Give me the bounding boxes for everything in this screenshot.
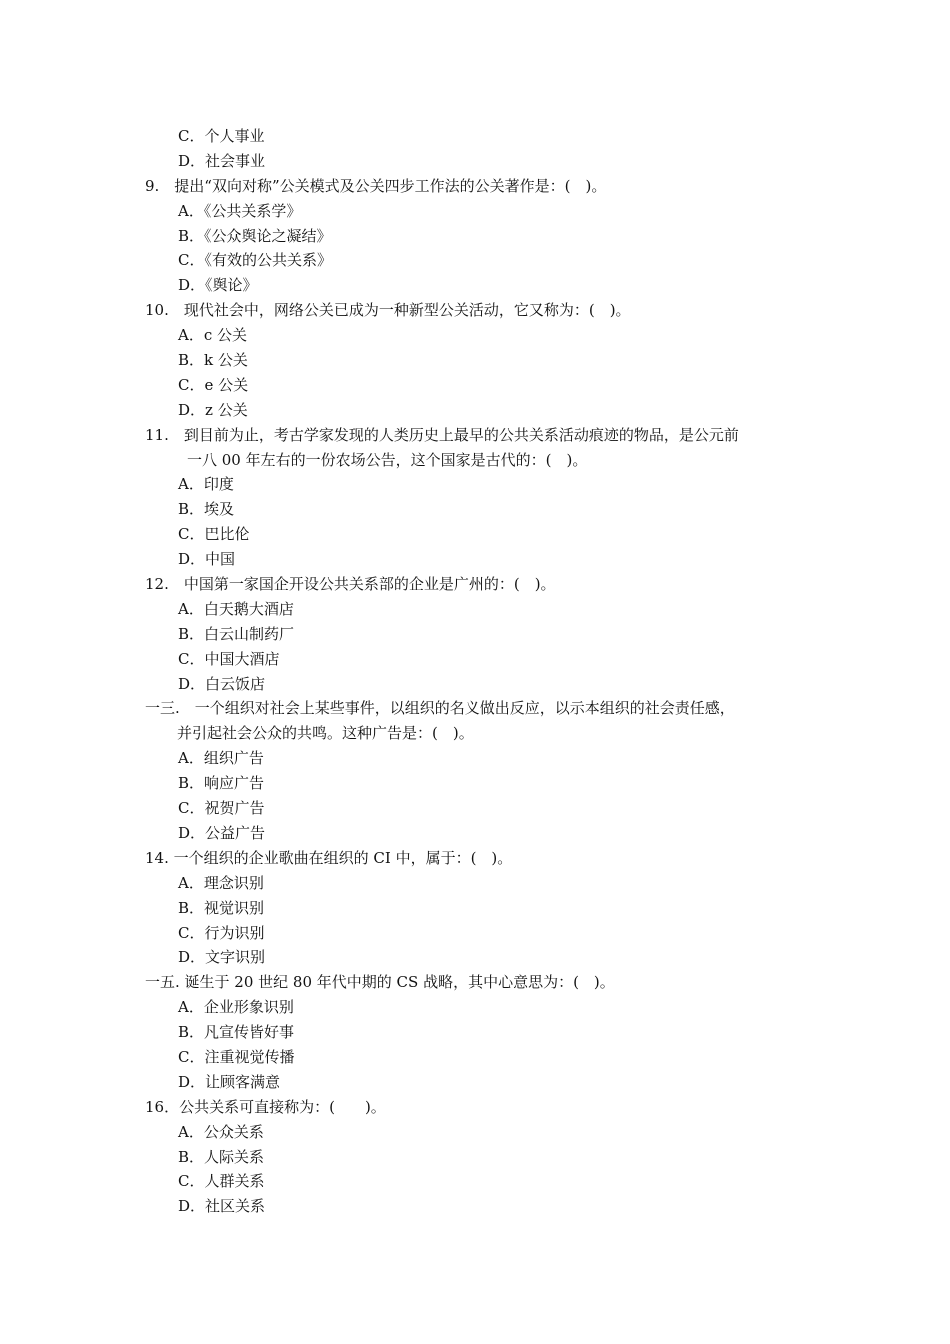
answer-option: A．c 公关 (178, 326, 248, 345)
answer-option: B．凡宣传皆好事 (178, 1023, 295, 1042)
answer-option: C．《有效的公共关系》 (178, 251, 332, 270)
answer-option: B．埃及 (178, 500, 235, 519)
question-13-continuation: 并引起社会公众的共鸣。这种广告是：( )。 (177, 724, 474, 743)
answer-option: C．e 公关 (178, 375, 249, 394)
answer-option: A．白天鹅大酒店 (178, 599, 294, 618)
answer-option: C．个人事业 (178, 127, 265, 145)
answer-option: A．印度 (178, 475, 234, 494)
question-11: 11. 到目前为止，考古学家发现的人类历史上最早的公共关系活动痕迹的物品，是公元前 (145, 425, 739, 444)
answer-option: C．注重视觉传播 (178, 1047, 295, 1066)
answer-option: B．白云山制药厂 (178, 624, 295, 643)
answer-option: A．《公共关系学》 (178, 201, 302, 220)
question-11-continuation: 一八 00 年左右的一份农场公告，这个国家是古代的：( )。 (187, 450, 588, 469)
answer-option: B．视觉识别 (178, 898, 265, 917)
answer-option: C．巴比伦 (178, 525, 250, 544)
answer-option: A．公众关系 (178, 1122, 264, 1141)
answer-option: B．k 公关 (178, 351, 248, 370)
answer-option: D．白云饭店 (178, 674, 266, 693)
question-9: 9. 提出“双向对称”公关模式及公关四步工作法的公关著作是：( )。 (145, 176, 607, 195)
answer-option: D．文字识别 (178, 948, 266, 967)
answer-option: D．社区关系 (178, 1197, 266, 1216)
answer-option: D．z 公关 (178, 400, 248, 419)
answer-option: B．人际关系 (178, 1147, 265, 1166)
answer-option: D．公益广告 (178, 823, 266, 842)
answer-option: B．响应广告 (178, 774, 265, 793)
question-14: 14. 一个组织的企业歌曲在组织的 CI 中，属于：( )。 (145, 848, 513, 867)
answer-option: C．行为识别 (178, 923, 265, 942)
question-13: 一三. 一个组织对社会上某些事件，以组织的名义做出反应，以示本组织的社会责任感， (145, 699, 735, 718)
answer-option: C．祝贺广告 (178, 799, 265, 818)
question-15: 一五. 诞生于 20 世纪 80 年代中期的 CS 战略，其中心意思为：( )。 (145, 973, 615, 992)
answer-option: A．组织广告 (178, 749, 264, 768)
question-10: 10. 现代社会中，网络公关已成为一种新型公关活动，它又称为：( )。 (145, 301, 631, 320)
answer-option: C．人群关系 (178, 1172, 265, 1191)
answer-option: A．理念识别 (178, 873, 264, 892)
answer-option: D．让顾客满意 (178, 1072, 281, 1091)
answer-option: C．中国大酒店 (178, 649, 280, 668)
question-12: 12. 中国第一家国企开设公共关系部的企业是广州的：( )。 (145, 575, 556, 594)
document-page (0, 124, 950, 1219)
answer-option: D．《舆论》 (178, 276, 258, 295)
answer-option: D．中国 (178, 550, 236, 569)
question-16: 16．公共关系可直接称为：( )。 (145, 1097, 386, 1116)
answer-option: D．社会事业 (178, 151, 266, 170)
answer-option: B．《公众舆论之凝结》 (178, 226, 332, 245)
answer-option: A．企业形象识别 (178, 998, 294, 1017)
